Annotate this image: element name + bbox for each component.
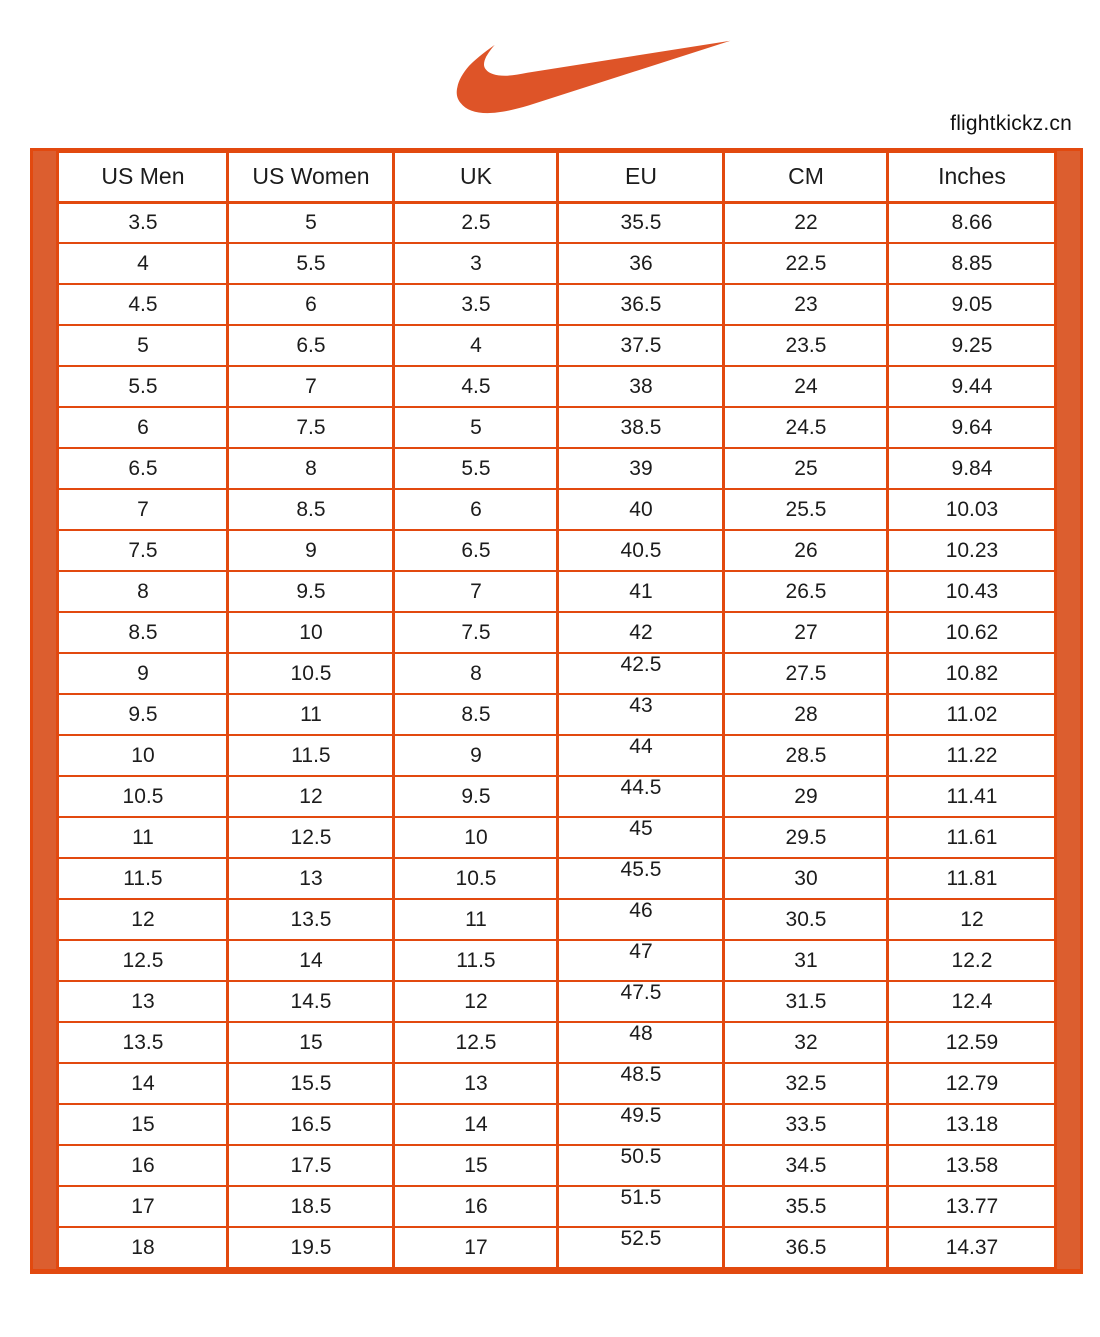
table-cell: 4.5 [394, 366, 558, 407]
table-cell: 12.2 [888, 940, 1056, 981]
table-cell: 39 [558, 448, 724, 489]
table-cell: 11.02 [888, 694, 1056, 735]
table-cell: 6 [228, 284, 394, 325]
table-cell: 30.5 [724, 899, 888, 940]
table-cell: 7 [394, 571, 558, 612]
watermark-text: flightkickz.cn [950, 112, 1072, 135]
table-row [58, 202, 1056, 243]
table-cell: 2.5 [394, 202, 558, 243]
table-cell: 19.5 [228, 1227, 394, 1268]
table-cell: 11 [228, 694, 394, 735]
table-cell: 7 [58, 489, 228, 530]
table-row [58, 940, 1056, 981]
table-cell: 10.03 [888, 489, 1056, 530]
table-cell: 4.5 [58, 284, 228, 325]
table-cell: 8 [228, 448, 394, 489]
table-cell: 7.5 [58, 530, 228, 571]
table-cell: 6.5 [58, 448, 228, 489]
table-cell: 10.5 [58, 776, 228, 817]
table-cell: 29.5 [724, 817, 888, 858]
table-cell: 42.5 [558, 653, 724, 694]
table-cell: 5 [228, 202, 394, 243]
table-header-row [58, 152, 1056, 202]
table-cell: 17.5 [228, 1145, 394, 1186]
table-row [58, 571, 1056, 612]
table-cell: 49.5 [558, 1104, 724, 1145]
table-cell: 6.5 [394, 530, 558, 571]
table-cell: 10.5 [394, 858, 558, 899]
table-body [58, 202, 1056, 1268]
left-accent-strip [33, 151, 56, 1269]
table-cell: 34.5 [724, 1145, 888, 1186]
column-header: EU [558, 152, 724, 202]
table-cell: 27.5 [724, 653, 888, 694]
table-cell: 51.5 [558, 1186, 724, 1227]
table-cell: 13.18 [888, 1104, 1056, 1145]
table-cell: 28.5 [724, 735, 888, 776]
table-cell: 31 [724, 940, 888, 981]
table-cell: 12.5 [58, 940, 228, 981]
column-header: CM [724, 152, 888, 202]
table-cell: 33.5 [724, 1104, 888, 1145]
table-row [58, 653, 1056, 694]
table-row [58, 776, 1056, 817]
table-cell: 45 [558, 817, 724, 858]
table-cell: 10.82 [888, 653, 1056, 694]
table-cell: 11.41 [888, 776, 1056, 817]
table-cell: 5.5 [58, 366, 228, 407]
table-cell: 5.5 [228, 243, 394, 284]
nike-swoosh-icon [455, 30, 732, 125]
table-cell: 8.85 [888, 243, 1056, 284]
table-cell: 13 [58, 981, 228, 1022]
table-cell: 8 [394, 653, 558, 694]
table-row [58, 817, 1056, 858]
table-cell: 11.5 [394, 940, 558, 981]
table-cell: 37.5 [558, 325, 724, 366]
table-cell: 36.5 [558, 284, 724, 325]
table-cell: 10 [58, 735, 228, 776]
table-cell: 11.5 [228, 735, 394, 776]
table-cell: 8.5 [58, 612, 228, 653]
table-cell: 8.5 [394, 694, 558, 735]
table-cell: 9.5 [58, 694, 228, 735]
table-row [58, 899, 1056, 940]
table-row [58, 530, 1056, 571]
table-cell: 11 [394, 899, 558, 940]
table-cell: 17 [394, 1227, 558, 1268]
table-cell: 15 [228, 1022, 394, 1063]
table-cell: 13 [228, 858, 394, 899]
table-cell: 31.5 [724, 981, 888, 1022]
table-cell: 5 [394, 407, 558, 448]
table-cell: 4 [58, 243, 228, 284]
table-cell: 9.25 [888, 325, 1056, 366]
table-cell: 32.5 [724, 1063, 888, 1104]
table-row [58, 325, 1056, 366]
table-row [58, 1227, 1056, 1268]
table-cell: 41 [558, 571, 724, 612]
table-cell: 25.5 [724, 489, 888, 530]
table-cell: 9 [228, 530, 394, 571]
table-cell: 3.5 [394, 284, 558, 325]
table-row [58, 448, 1056, 489]
table-cell: 29 [724, 776, 888, 817]
table-cell: 52.5 [558, 1227, 724, 1268]
table-cell: 9.5 [394, 776, 558, 817]
table-cell: 7.5 [228, 407, 394, 448]
table-cell: 11.81 [888, 858, 1056, 899]
table-cell: 44 [558, 735, 724, 776]
table-cell: 10.62 [888, 612, 1056, 653]
table-cell: 22.5 [724, 243, 888, 284]
table-cell: 10.23 [888, 530, 1056, 571]
column-header: Inches [888, 152, 1056, 202]
table-row [58, 407, 1056, 448]
table-row [58, 1104, 1056, 1145]
table-cell: 24.5 [724, 407, 888, 448]
table-cell: 12.5 [394, 1022, 558, 1063]
table-cell: 48 [558, 1022, 724, 1063]
table-cell: 16 [394, 1186, 558, 1227]
table-cell: 12 [394, 981, 558, 1022]
table-cell: 14 [228, 940, 394, 981]
table-cell: 5 [58, 325, 228, 366]
table-cell: 14 [58, 1063, 228, 1104]
table-cell: 47 [558, 940, 724, 981]
table-cell: 30 [724, 858, 888, 899]
column-header: UK [394, 152, 558, 202]
table-cell: 13.77 [888, 1186, 1056, 1227]
table-cell: 46 [558, 899, 724, 940]
column-header: US Women [228, 152, 394, 202]
table-cell: 11 [58, 817, 228, 858]
table-cell: 12.5 [228, 817, 394, 858]
table-cell: 35.5 [724, 1186, 888, 1227]
table-cell: 40 [558, 489, 724, 530]
table-cell: 15 [58, 1104, 228, 1145]
table-cell: 11.61 [888, 817, 1056, 858]
table-row [58, 1186, 1056, 1227]
table-cell: 9 [394, 735, 558, 776]
table-cell: 9.64 [888, 407, 1056, 448]
table-cell: 16 [58, 1145, 228, 1186]
table-cell: 50.5 [558, 1145, 724, 1186]
table-cell: 15 [394, 1145, 558, 1186]
column-header: US Men [58, 152, 228, 202]
table-cell: 23.5 [724, 325, 888, 366]
table-cell: 27 [724, 612, 888, 653]
table-row [58, 1063, 1056, 1104]
table-row [58, 284, 1056, 325]
table-cell: 10.5 [228, 653, 394, 694]
table-cell: 3.5 [58, 202, 228, 243]
table-cell: 22 [724, 202, 888, 243]
table-cell: 14.37 [888, 1227, 1056, 1268]
table-cell: 3 [394, 243, 558, 284]
table-cell: 13.5 [58, 1022, 228, 1063]
table-row [58, 1022, 1056, 1063]
table-cell: 9 [58, 653, 228, 694]
table-cell: 23 [724, 284, 888, 325]
table-cell: 7.5 [394, 612, 558, 653]
table-row [58, 1145, 1056, 1186]
brand-header [0, 0, 1100, 148]
table-cell: 10 [394, 817, 558, 858]
table-cell: 8.66 [888, 202, 1056, 243]
size-grid [56, 151, 1057, 1269]
table-cell: 28 [724, 694, 888, 735]
table-cell: 13.5 [228, 899, 394, 940]
table-row [58, 858, 1056, 899]
table-cell: 11.5 [58, 858, 228, 899]
table-row [58, 694, 1056, 735]
table-cell: 8 [58, 571, 228, 612]
table-cell: 6 [394, 489, 558, 530]
table-cell: 45.5 [558, 858, 724, 899]
table-cell: 10.43 [888, 571, 1056, 612]
table-row [58, 981, 1056, 1022]
table-cell: 18 [58, 1227, 228, 1268]
table-cell: 12.59 [888, 1022, 1056, 1063]
table-cell: 6.5 [228, 325, 394, 366]
table-cell: 36.5 [724, 1227, 888, 1268]
table-cell: 9.5 [228, 571, 394, 612]
table-cell: 12 [228, 776, 394, 817]
table-cell: 9.05 [888, 284, 1056, 325]
size-chart-table [30, 148, 1083, 1274]
table-cell: 43 [558, 694, 724, 735]
table-cell: 17 [58, 1186, 228, 1227]
table-cell: 26.5 [724, 571, 888, 612]
table-cell: 13 [394, 1063, 558, 1104]
table-cell: 26 [724, 530, 888, 571]
table-cell: 11.22 [888, 735, 1056, 776]
table-cell: 12.4 [888, 981, 1056, 1022]
table-cell: 12.79 [888, 1063, 1056, 1104]
table-cell: 36 [558, 243, 724, 284]
table-cell: 38 [558, 366, 724, 407]
table-cell: 8.5 [228, 489, 394, 530]
table-cell: 40.5 [558, 530, 724, 571]
table-row [58, 366, 1056, 407]
table-cell: 14 [394, 1104, 558, 1145]
table-cell: 4 [394, 325, 558, 366]
table-cell: 25 [724, 448, 888, 489]
table-cell: 5.5 [394, 448, 558, 489]
table-cell: 38.5 [558, 407, 724, 448]
table-row [58, 243, 1056, 284]
table-cell: 10 [228, 612, 394, 653]
table-cell: 9.84 [888, 448, 1056, 489]
table-cell: 7 [228, 366, 394, 407]
table-cell: 24 [724, 366, 888, 407]
table-cell: 13.58 [888, 1145, 1056, 1186]
table-cell: 16.5 [228, 1104, 394, 1145]
table-cell: 35.5 [558, 202, 724, 243]
table-cell: 15.5 [228, 1063, 394, 1104]
table-cell: 47.5 [558, 981, 724, 1022]
table-row [58, 489, 1056, 530]
table-cell: 48.5 [558, 1063, 724, 1104]
right-accent-strip [1057, 151, 1080, 1269]
table-row [58, 735, 1056, 776]
table-row [58, 612, 1056, 653]
table-cell: 44.5 [558, 776, 724, 817]
table-cell: 18.5 [228, 1186, 394, 1227]
table-cell: 9.44 [888, 366, 1056, 407]
table-cell: 6 [58, 407, 228, 448]
table-cell: 14.5 [228, 981, 394, 1022]
table-cell: 12 [888, 899, 1056, 940]
table-cell: 32 [724, 1022, 888, 1063]
table-cell: 12 [58, 899, 228, 940]
table-cell: 42 [558, 612, 724, 653]
